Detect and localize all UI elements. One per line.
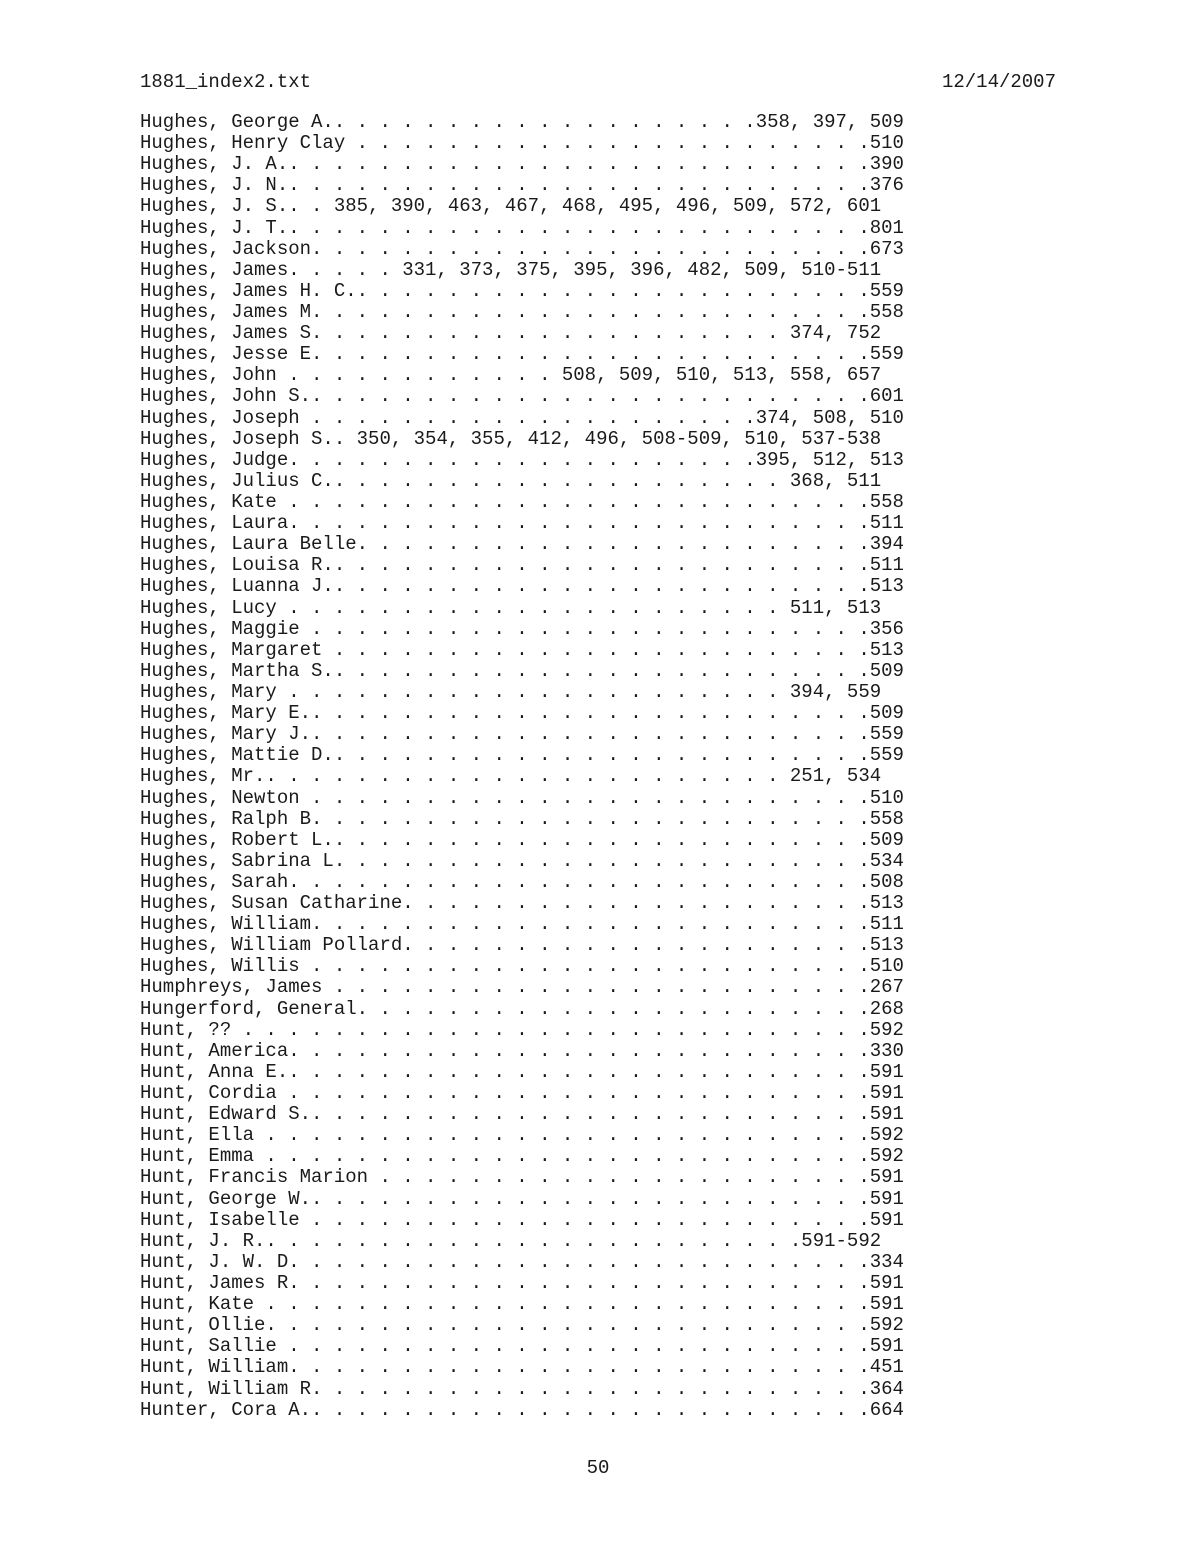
index-entry: Hughes, John S.. . . . . . . . . . . . . . . . . . . . . . . . .601 xyxy=(140,385,904,408)
index-entry: Hughes, J. A.. . . . . . . . . . . . . . . . . . . . . . . . . .390 xyxy=(140,153,904,176)
index-entry: Hughes, Susan Catharine. . . . . . . . . . . . . . . . . . . . .513 xyxy=(140,892,904,915)
index-entry: Hughes, Mary J.. . . . . . . . . . . . . . . . . . . . . . . . .559 xyxy=(140,723,904,746)
index-entry: Hughes, Ralph B. . . . . . . . . . . . . . . . . . . . . . . . .558 xyxy=(140,807,904,830)
index-entry: Hughes, William Pollard. . . . . . . . . . . . . . . . . . . . .513 xyxy=(140,934,904,957)
document-date: 12/14/2007 xyxy=(941,71,1056,93)
page-header xyxy=(140,70,1056,94)
index-entry: Hunt, America. . . . . . . . . . . . . . . . . . . . . . . . . .330 xyxy=(140,1039,904,1062)
index-entry: Hughes, Newton . . . . . . . . . . . . . . . . . . . . . . . . .510 xyxy=(140,786,904,809)
index-entry: Hughes, Lucy . . . . . . . . . . . . . . . . . . . . . . 511, 513 xyxy=(140,596,882,619)
index-entry: Hungerford, General. . . . . . . . . . . . . . . . . . . . . . .268 xyxy=(140,997,904,1020)
index-entry: Hughes, James. . . . . 331, 373, 375, 395, 396, 482, 509, 510-511 xyxy=(140,258,882,281)
index-entry: Hughes, Kate . . . . . . . . . . . . . . . . . . . . . . . . . .558 xyxy=(140,490,904,513)
index-entry: Hunt, Francis Marion . . . . . . . . . . . . . . . . . . . . . .591 xyxy=(140,1166,904,1189)
index-entry: Hughes, Mattie D.. . . . . . . . . . . . . . . . . . . . . . . .559 xyxy=(140,744,904,767)
index-entry: Hughes, William. . . . . . . . . . . . . . . . . . . . . . . . .511 xyxy=(140,913,904,936)
index-entry: Hughes, Mr.. . . . . . . . . . . . . . . . . . . . . . . 251, 534 xyxy=(140,765,882,788)
index-entry: Hughes, Sarah. . . . . . . . . . . . . . . . . . . . . . . . . .508 xyxy=(140,870,904,893)
index-entry: Hughes, Martha S.. . . . . . . . . . . . . . . . . . . . . . . .509 xyxy=(140,659,904,682)
index-entry: Hughes, Julius C.. . . . . . . . . . . . . . . . . . . . 368, 511 xyxy=(140,469,882,492)
index-entry: Hughes, Joseph S.. 350, 354, 355, 412, 496, 508-509, 510, 537-538 xyxy=(140,427,882,450)
index-entry: Hunt, William. . . . . . . . . . . . . . . . . . . . . . . . . .451 xyxy=(140,1356,904,1379)
index-entry: Hughes, Judge. . . . . . . . . . . . . . . . . . . . .395, 512, 513 xyxy=(140,448,904,471)
index-entry: Hughes, Robert L.. . . . . . . . . . . . . . . . . . . . . . . .509 xyxy=(140,828,904,851)
index-entry: Hunt, George W.. . . . . . . . . . . . . . . . . . . . . . . . .591 xyxy=(140,1187,904,1210)
index-entry: Hunt, Anna E.. . . . . . . . . . . . . . . . . . . . . . . . . .591 xyxy=(140,1060,904,1083)
index-entry: Hughes, Sabrina L. . . . . . . . . . . . . . . . . . . . . . . .534 xyxy=(140,849,904,872)
index-entry: Hughes, Joseph . . . . . . . . . . . . . . . . . . . .374, 508, 510 xyxy=(140,406,904,429)
index-entry: Hunt, J. W. D. . . . . . . . . . . . . . . . . . . . . . . . . .334 xyxy=(140,1250,904,1273)
index-entry: Hunt, Ella . . . . . . . . . . . . . . . . . . . . . . . . . . .592 xyxy=(140,1124,904,1147)
index-list xyxy=(140,112,904,1421)
index-entry: Hunter, Cora A.. . . . . . . . . . . . . . . . . . . . . . . . .664 xyxy=(140,1398,904,1421)
index-entry: Hunt, Emma . . . . . . . . . . . . . . . . . . . . . . . . . . .592 xyxy=(140,1145,904,1168)
index-entry: Hughes, James M. . . . . . . . . . . . . . . . . . . . . . . . .558 xyxy=(140,300,904,323)
index-entry: Hunt, Edward S.. . . . . . . . . . . . . . . . . . . . . . . . .591 xyxy=(140,1103,904,1126)
index-entry: Hughes, Jackson. . . . . . . . . . . . . . . . . . . . . . . . .673 xyxy=(140,237,904,260)
index-entry: Hunt, Kate . . . . . . . . . . . . . . . . . . . . . . . . . . .591 xyxy=(140,1293,904,1316)
index-entry: Hunt, William R. . . . . . . . . . . . . . . . . . . . . . . . .364 xyxy=(140,1377,904,1400)
index-entry: Hughes, Jesse E. . . . . . . . . . . . . . . . . . . . . . . . .559 xyxy=(140,343,904,366)
index-entry: Hughes, J. N.. . . . . . . . . . . . . . . . . . . . . . . . . .376 xyxy=(140,174,904,197)
index-entry: Hughes, J. S.. . 385, 390, 463, 467, 468, 495, 496, 509, 572, 601 xyxy=(140,195,882,218)
index-entry: Hughes, Mary E.. . . . . . . . . . . . . . . . . . . . . . . . .509 xyxy=(140,702,904,725)
page-number: 50 xyxy=(586,1457,610,1479)
index-entry: Humphreys, James . . . . . . . . . . . . . . . . . . . . . . . .267 xyxy=(140,976,904,999)
index-entry: Hughes, James H. C.. . . . . . . . . . . . . . . . . . . . . . .559 xyxy=(140,279,904,302)
index-entry: Hughes, Louisa R.. . . . . . . . . . . . . . . . . . . . . . . .511 xyxy=(140,554,904,577)
index-entry: Hughes, Henry Clay . . . . . . . . . . . . . . . . . . . . . . .510 xyxy=(140,132,904,155)
index-entry: Hughes, Luanna J.. . . . . . . . . . . . . . . . . . . . . . . .513 xyxy=(140,575,904,598)
index-entry: Hughes, George A.. . . . . . . . . . . . . . . . . . .358, 397, 509 xyxy=(140,111,904,133)
index-entry: Hunt, Ollie. . . . . . . . . . . . . . . . . . . . . . . . . . .592 xyxy=(140,1314,904,1337)
index-entry: Hughes, Margaret . . . . . . . . . . . . . . . . . . . . . . . .513 xyxy=(140,638,904,661)
index-entry: Hunt, Cordia . . . . . . . . . . . . . . . . . . . . . . . . . .591 xyxy=(140,1082,904,1105)
document-filename: 1881_index2.txt xyxy=(140,71,312,93)
index-entry: Hughes, J. T.. . . . . . . . . . . . . . . . . . . . . . . . . .801 xyxy=(140,216,904,239)
index-entry: Hunt, Sallie . . . . . . . . . . . . . . . . . . . . . . . . . .591 xyxy=(140,1335,904,1358)
index-entry: Hughes, Mary . . . . . . . . . . . . . . . . . . . . . . 394, 559 xyxy=(140,680,882,703)
index-entry: Hughes, James S. . . . . . . . . . . . . . . . . . . . . 374, 752 xyxy=(140,322,882,345)
index-entry: Hunt, ?? . . . . . . . . . . . . . . . . . . . . . . . . . . . .592 xyxy=(140,1018,904,1041)
index-entry: Hughes, Willis . . . . . . . . . . . . . . . . . . . . . . . . .510 xyxy=(140,955,904,978)
index-entry: Hunt, James R. . . . . . . . . . . . . . . . . . . . . . . . . .591 xyxy=(140,1272,904,1295)
index-entry: Hunt, Isabelle . . . . . . . . . . . . . . . . . . . . . . . . .591 xyxy=(140,1208,904,1231)
index-entry: Hughes, Laura. . . . . . . . . . . . . . . . . . . . . . . . . .511 xyxy=(140,512,904,535)
index-entry: Hughes, Maggie . . . . . . . . . . . . . . . . . . . . . . . . .356 xyxy=(140,617,904,640)
index-entry: Hughes, Laura Belle. . . . . . . . . . . . . . . . . . . . . . .394 xyxy=(140,533,904,556)
index-entry: Hunt, J. R.. . . . . . . . . . . . . . . . . . . . . . . .591-592 xyxy=(140,1229,882,1252)
index-entry: Hughes, John . . . . . . . . . . . . 508, 509, 510, 513, 558, 657 xyxy=(140,364,882,387)
